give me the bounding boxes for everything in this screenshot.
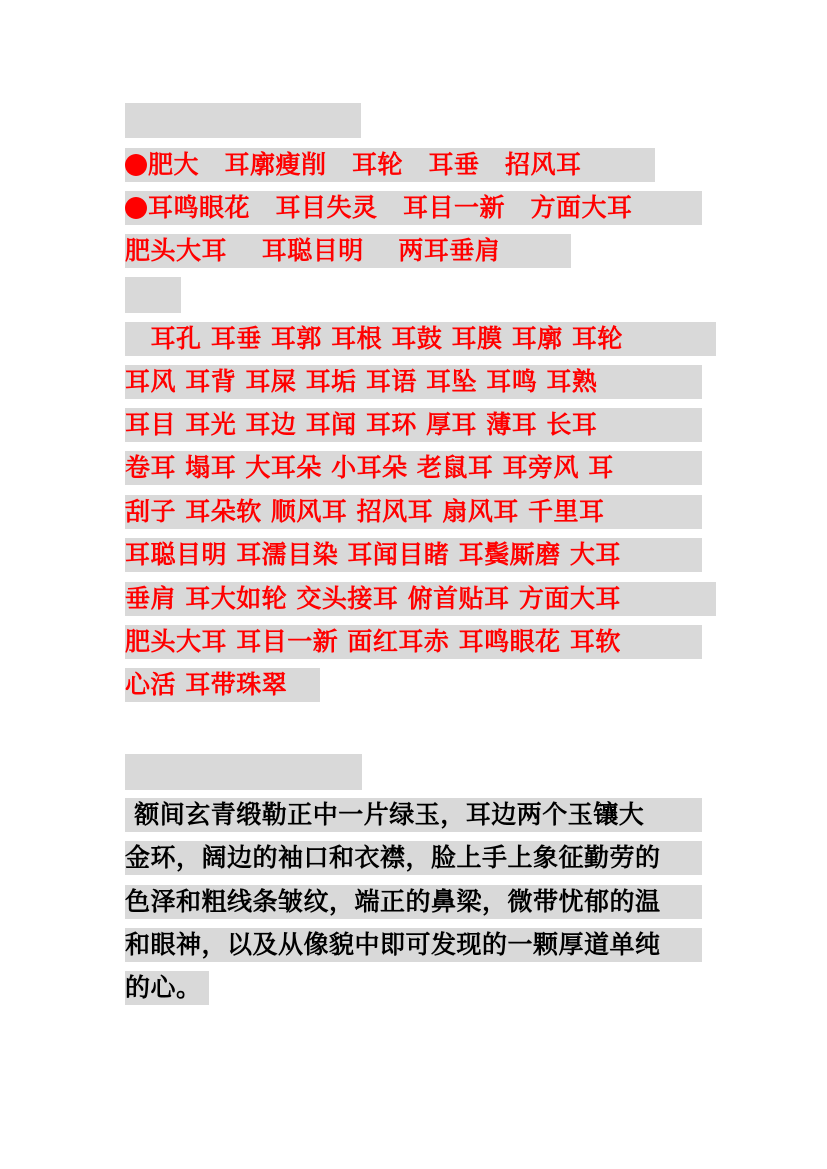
section2-line: 刮子 耳朵软 顺风耳 招风耳 扇风耳 千里耳: [125, 495, 702, 529]
section1-line-2: [125, 191, 702, 225]
section2-line: 耳聪目明 耳濡目染 耳闻目睹 耳鬓厮磨 大耳: [125, 538, 702, 572]
section2-line: 耳目 耳光 耳边 耳闻 耳环 厚耳 薄耳 长耳: [125, 408, 702, 442]
bullet-dot-icon: [125, 197, 147, 219]
section2-line: 肥头大耳 耳目一新 面红耳赤 耳鸣眼花 耳软: [125, 625, 702, 659]
section2-line: 卷耳 塌耳 大耳朵 小耳朵 老鼠耳 耳旁风 耳: [125, 451, 702, 485]
section3-line: 色泽和粗线条皱纹，端正的鼻梁，微带忧郁的温: [125, 885, 702, 919]
section2-line: 垂肩 耳大如轮 交头接耳 俯首贴耳 方面大耳: [125, 582, 716, 616]
section1-line-3-text: 肥头大耳 耳聪目明 两耳垂肩: [125, 236, 501, 265]
bullet-dot-icon: [125, 154, 147, 176]
section2-line: 耳孔 耳垂 耳郭 耳根 耳鼓 耳膜 耳廓 耳轮: [125, 322, 716, 356]
section1-line-3: [125, 234, 571, 268]
section1-line-1: [125, 148, 655, 182]
section3-line: 额间玄青缎勒正中一片绿玉，耳边两个玉镶大: [125, 798, 702, 832]
section3-line: 金环，阔边的袖口和衣襟，脸上手上象征勤劳的: [125, 841, 702, 875]
section3-line: 的心。: [125, 971, 209, 1005]
section3-line: 和眼神，以及从像貌中即可发现的一颗厚道单纯: [125, 928, 702, 962]
section1-line-2-text: 耳鸣眼花 耳目失灵 耳目一新 方面大耳: [148, 193, 633, 222]
heading-bar-2: [125, 277, 181, 313]
section2-line: 心活 耳带珠翠: [125, 668, 320, 702]
section1-line-1-text: 肥大 耳廓瘦削 耳轮 耳垂 招风耳: [148, 150, 582, 179]
section2-line: 耳风 耳背 耳屎 耳垢 耳语 耳坠 耳鸣 耳熟: [125, 365, 702, 399]
heading-bar-3: [125, 754, 362, 790]
heading-bar-1: [125, 103, 361, 138]
